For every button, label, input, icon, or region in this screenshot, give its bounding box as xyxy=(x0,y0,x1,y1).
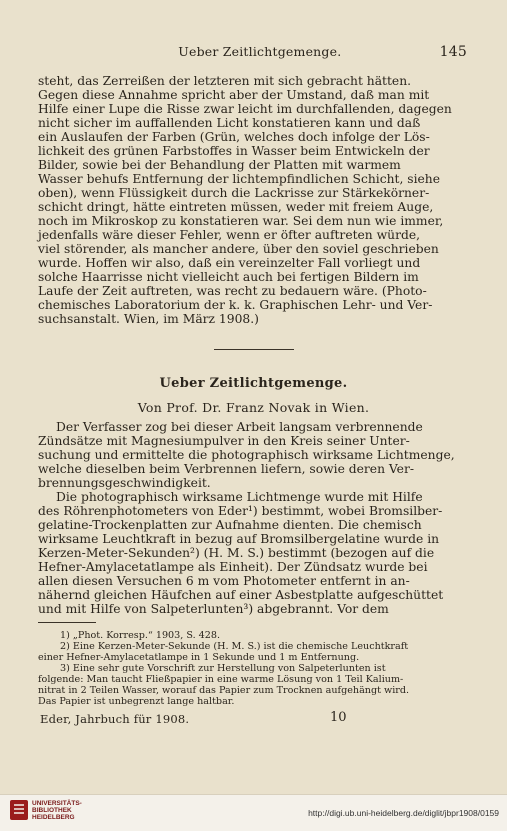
footer-source: Eder, Jahrbuch für 1908. xyxy=(40,712,190,726)
footnote-1: 1) „Phot. Korresp.“ 1903, S. 428. xyxy=(60,630,221,641)
continuation-paragraph: steht, das Zerreißen der letzteren mit sich gebracht hätten. Gegen diese Annahme spricht aber der Umstand, daß man mit Hilfe einer Lupe die Risse zwar leicht im durchfallenden, dagegen nicht sicher im auffallenden Licht konstatieren kann und daß ein Auslaufen der Farben (Grün, welches doch infolge der Lös- lichkeit des grünen Farbstoffes in Wasser beim Entwickeln der Bilder, sowie bei der Behandlung der Platten mit warmem Wasser behufs Entfernung der lichtempfindlichen Schicht, siehe oben), wenn Flüssigkeit durch die Lackrisse zur Stärkekörner- schicht dringt, hätte eintreten müssen, weder mit freiem Auge, noch im Mikroskop zu konstatieren war. Sei dem nun wie immer, jedenfalls wäre dieser Fehler, wenn er öfter auftreten würde, viel störender, als mancher andere, über den soviel geschrieben wurde. Hoffen wir also, daß ein vereinzelter Fall vorliegt und solche Haarrisse nicht vielleicht auch bei fertigen Bildern im Laufe der Zeit auftreten, was recht zu bedauern wäre. (Photo- chemisches Laboratorium der k. k. Graphischen Lehr- und Ver- suchsanstalt. Wien, im März 1908.) xyxy=(38,74,452,326)
footnote-rule xyxy=(38,622,96,623)
library-url-link[interactable]: http://digi.ub.uni-heidelberg.de/diglit/jbpr1908/0159 xyxy=(308,808,499,818)
article-paragraph-1: Der Verfasser zog bei dieser Arbeit langsam verbrennende Zündsätze mit Magnesiumpulver in den Kreis seiner Unter- suchung und ermittelte die photographisch wirksame Lichtmenge, welche dieselben beim Verbrennen liefern, sowie deren Ver- brennungsgeschwindigkeit. xyxy=(38,420,455,490)
library-seal-icon xyxy=(8,798,30,822)
footer-signature: 10 xyxy=(330,710,347,725)
article-body xyxy=(38,420,469,616)
article-title: Ueber Zeitlichtgemenge. xyxy=(159,376,348,391)
running-title: Ueber Zeitlichtgemenge. xyxy=(178,44,342,59)
footnotes xyxy=(38,630,469,707)
section-divider xyxy=(214,349,294,350)
article-paragraph-2: Die photographisch wirksame Lichtmenge wurde mit Hilfe des Röhrenphotometers von Eder¹) bestimmt, wobei Bromsilber- gelatine-Trockenplatten zur Aufnahme dienten. Die chemisch wirksame Leuchtkraft in bezug auf Bromsilbergelatine wurde in Kerzen-Meter-Sekunden²) (H. M. S.) bestimmt (bezogen auf die Hefner-Amylacetatlampe als Einheit). Der Zündsatz wurde bei allen diesen Versuchen 6 m vom Photometer entfernt in an- nähernd gleichen Häufchen auf einer Asbestplatte aufgeschüttet und mit Hilfe von Salpeterlunten³) abgebrannt. Vor dem xyxy=(38,490,444,616)
running-head xyxy=(40,44,467,60)
page-number: 145 xyxy=(439,44,467,60)
article-byline: Von Prof. Dr. Franz Novak in Wien. xyxy=(137,400,370,415)
library-name: UNIVERSITÄTS- BIBLIOTHEK HEIDELBERG xyxy=(32,800,82,821)
footnote-3: 3) Eine sehr gute Vorschrift zur Herstellung von Salpeterlunten ist folgende: Man taucht Fließpapier in eine warme Lösung von 1 Teil Kalium- nitrat in 2 Teilen Wasser, worauf das Papier zum Trocknen aufgehängt wird. Das Papier ist unbegrenzt lange haltbar. xyxy=(38,663,410,707)
footnote-2: 2) Eine Kerzen-Meter-Sekunde (H. M. S.) ist die chemische Leuchtkraft einer Hefner-Amylacetatlampe in 1 Sekunde und 1 m Entfernung. xyxy=(38,641,409,663)
